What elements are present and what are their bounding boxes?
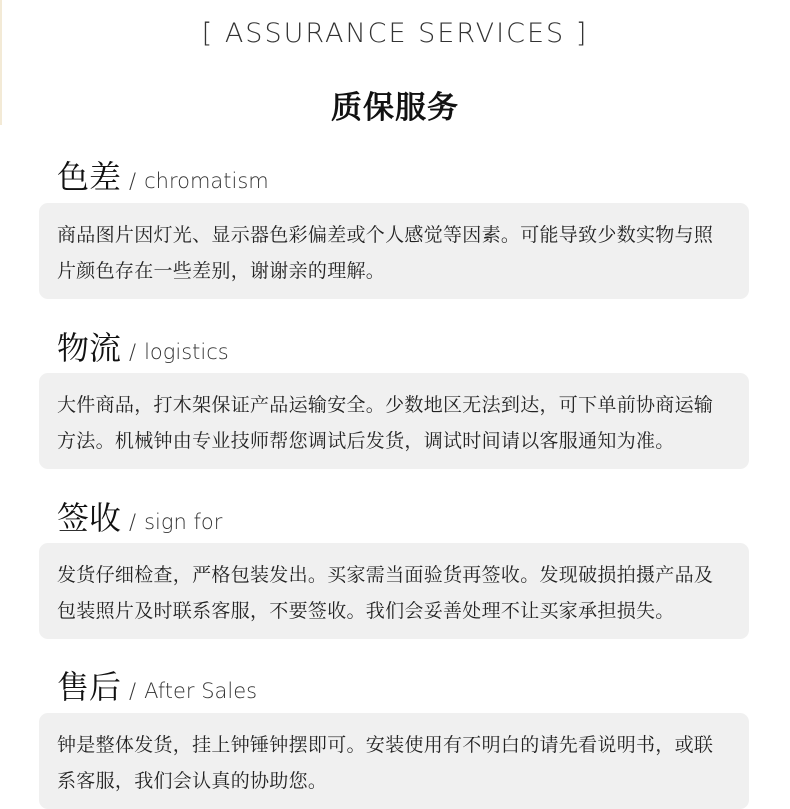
section-title-separator: / (129, 340, 137, 364)
section-title-cn: 物流 (57, 329, 122, 367)
section-title-en: sign for (144, 510, 223, 534)
chinese-header: 质保服务 (331, 90, 459, 126)
section-box-logistics (39, 373, 749, 469)
section-text: 大件商品，打木架保证产品运输安全。少数地区无法到达，可下单前协商运输方法。机械钟由专业技师帮您调试后发货，调试时间请以客服通知为准。 (57, 394, 714, 452)
english-header: [ ASSURANCE SERVICES ] (201, 18, 589, 49)
section-title-cn: 色差 (57, 158, 122, 196)
section-text: 钟是整体发货，挂上钟锤钟摆即可。安装使用有不明白的请先看说明书，或联系客服，我们会认真的协助您。 (57, 734, 714, 792)
section-title-en: logistics (144, 340, 229, 364)
section-box-sign-for (39, 543, 749, 639)
section-title-sign-for (57, 493, 222, 539)
section-title-chromatism (57, 152, 269, 198)
section-text: 发货仔细检查，严格包装发出。买家需当面验货再签收。发现破损拍摄产品及包装照片及时联系客服，不要签收。我们会妥善处理不让买家承担损失。 (57, 564, 714, 622)
section-box-chromatism (39, 203, 749, 299)
section-title-cn: 签收 (57, 499, 122, 537)
section-title-logistics (57, 323, 229, 369)
section-text: 商品图片因灯光、显示器色彩偏差或个人感觉等因素。可能导致少数实物与照片颜色存在一些差别，谢谢亲的理解。 (57, 224, 714, 282)
section-title-separator: / (129, 679, 137, 703)
section-title-separator: / (129, 169, 137, 193)
section-title-cn: 售后 (57, 668, 122, 706)
section-title-after-sales (57, 662, 257, 708)
section-title-en: After Sales (144, 679, 258, 703)
section-box-after-sales (39, 713, 749, 809)
section-title-separator: / (129, 510, 137, 534)
section-title-en: chromatism (144, 169, 269, 193)
